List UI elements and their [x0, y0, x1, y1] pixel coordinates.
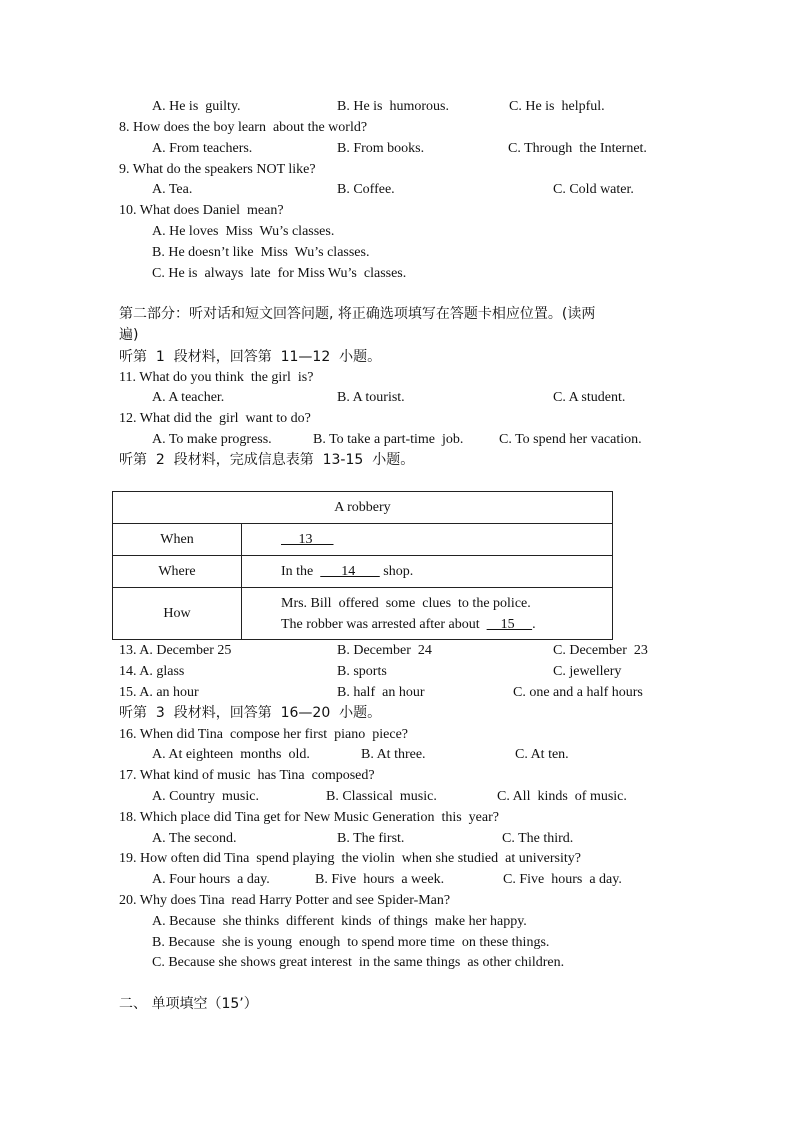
where-suffix: shop.: [379, 563, 414, 579]
q15-option-b: B. half an hour: [337, 685, 425, 700]
section1-intro: 听第 1 段材料，回答第 11—12 小题。: [119, 349, 382, 365]
q7-option-b: B. He is humorous.: [337, 99, 449, 114]
q10-option-b: B. He doesn’t like Miss Wu’s classes.: [152, 245, 370, 260]
blank-13: 13: [281, 531, 334, 547]
q17-stem: 17. What kind of music has Tina composed?: [119, 768, 375, 783]
q18-option-a: A. The second.: [152, 831, 237, 846]
where-value: [242, 556, 613, 588]
q7-option-c: C. He is helpful.: [509, 99, 605, 114]
q13-option-a: 13. A. December 25: [119, 643, 232, 658]
q16-stem: 16. When did Tina compose her first piano piece?: [119, 727, 409, 742]
q9-option-c: C. Cold water.: [553, 182, 634, 197]
q19-stem: 19. How often did Tina spend playing the violin when she studied at university?: [119, 851, 581, 866]
part2-title-line2: 遍): [119, 327, 139, 343]
q19-option-a: A. Four hours a day.: [152, 872, 270, 887]
q20-option-c: C. Because she shows great interest in the same things as other children.: [152, 955, 565, 970]
how-line2: [281, 614, 612, 635]
table-title: A robbery: [113, 492, 613, 524]
q8-option-a: A. From teachers.: [152, 141, 253, 156]
q9-option-b: B. Coffee.: [337, 182, 395, 197]
q10-option-c: C. He is always late for Miss Wu’s classes.: [152, 266, 407, 281]
blank-15: 15: [486, 616, 533, 632]
where-label: Where: [113, 556, 242, 588]
how-suffix: .: [532, 616, 536, 632]
q20-stem: 20. Why does Tina read Harry Potter and see Spider-Man?: [119, 893, 451, 908]
q10-option-a: A. He loves Miss Wu’s classes.: [152, 224, 335, 239]
q14-option-a: 14. A. glass: [119, 664, 185, 679]
q9-option-a: A. Tea.: [152, 182, 193, 197]
q16-option-b: B. At three.: [361, 747, 426, 762]
blank-14: 14: [320, 563, 380, 579]
q18-option-c: C. The third.: [502, 831, 574, 846]
q15-option-a: 15. A. an hour: [119, 685, 199, 700]
q20-option-b: B. Because she is young enough to spend more time on these things.: [152, 935, 550, 950]
q12-option-a: A. To make progress.: [152, 432, 272, 447]
q14-option-b: B. sports: [337, 664, 387, 679]
when-value: [242, 524, 613, 556]
q7-option-a: A. He is guilty.: [152, 99, 241, 114]
q13-option-b: B. December 24: [337, 643, 432, 658]
how-line1: Mrs. Bill offered some clues to the police.: [281, 595, 531, 611]
q8-option-b: B. From books.: [337, 141, 425, 156]
section2-intro: 听第 2 段材料，完成信息表第 13-15 小题。: [119, 452, 415, 468]
part-two-heading: 二、 单项填空（15’）: [119, 996, 258, 1012]
robbery-info-table: [112, 491, 613, 640]
q9-stem: 9. What do the speakers NOT like?: [119, 162, 316, 177]
q18-stem: 18. Which place did Tina get for New Music Generation this year?: [119, 810, 499, 825]
where-prefix: In the: [281, 563, 321, 579]
q15-option-c: C. one and a half hours: [513, 685, 643, 700]
q12-option-c: C. To spend her vacation.: [499, 432, 642, 447]
q16-option-a: A. At eighteen months old.: [152, 747, 310, 762]
section3-intro: 听第 3 段材料，回答第 16—20 小题。: [119, 705, 382, 721]
q19-option-b: B. Five hours a week.: [315, 872, 445, 887]
q20-option-a: A. Because she thinks different kinds of things make her happy.: [152, 914, 527, 929]
q19-option-c: C. Five hours a day.: [503, 872, 622, 887]
q10-stem: 10. What does Daniel mean?: [119, 203, 284, 218]
q12-stem: 12. What did the girl want to do?: [119, 411, 311, 426]
q8-option-c: C. Through the Internet.: [508, 141, 647, 156]
q11-option-c: C. A student.: [553, 390, 626, 405]
q17-option-c: C. All kinds of music.: [497, 789, 627, 804]
part2-title-line1: 第二部分：听对话和短文回答问题, 将正确选项填写在答题卡相应位置。(读两: [119, 306, 596, 322]
q17-option-b: B. Classical music.: [326, 789, 437, 804]
how-value: [242, 588, 613, 640]
q8-stem: 8. How does the boy learn about the world?: [119, 120, 368, 135]
q17-option-a: A. Country music.: [152, 789, 259, 804]
q13-option-c: C. December 23: [553, 643, 648, 658]
how-prefix: The robber was arrested after about: [281, 616, 487, 632]
q11-stem: 11. What do you think the girl is?: [119, 370, 314, 385]
q12-option-b: B. To take a part-time job.: [313, 432, 464, 447]
when-label: When: [113, 524, 242, 556]
q11-option-a: A. A teacher.: [152, 390, 225, 405]
q18-option-b: B. The first.: [337, 831, 405, 846]
q14-option-c: C. jewellery: [553, 664, 622, 679]
q11-option-b: B. A tourist.: [337, 390, 405, 405]
q16-option-c: C. At ten.: [515, 747, 569, 762]
how-label: How: [113, 588, 242, 640]
